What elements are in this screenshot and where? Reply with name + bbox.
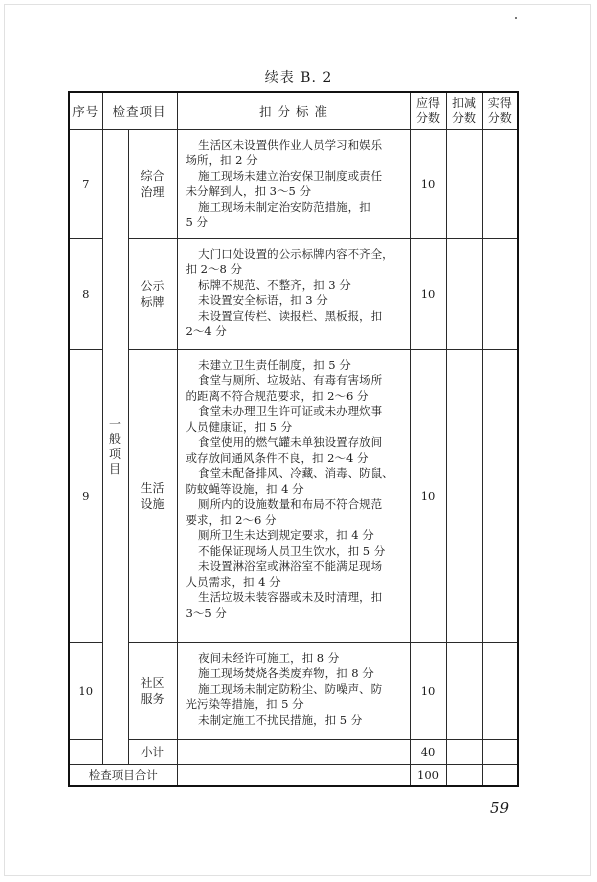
group-char: 般 bbox=[108, 431, 121, 446]
subtotal-label: 小计 bbox=[128, 739, 177, 764]
subtotal-criteria bbox=[177, 739, 410, 764]
page-number: 59 bbox=[490, 799, 510, 817]
group-label bbox=[102, 129, 128, 764]
subtotal-no bbox=[69, 739, 102, 764]
row-no: 9 bbox=[69, 349, 102, 642]
row-deduct-score bbox=[446, 349, 482, 642]
row-deduct-score bbox=[446, 238, 482, 349]
total-deduct bbox=[446, 764, 482, 786]
header-due-score: 应得 分数 bbox=[410, 92, 446, 129]
row-no: 10 bbox=[69, 642, 102, 739]
row-item-name: 社区 服务 bbox=[128, 642, 177, 739]
row-deduct-score bbox=[446, 129, 482, 238]
table-title: 续表 B. 2 bbox=[264, 70, 333, 86]
row-item-name: 综合 治理 bbox=[128, 129, 177, 238]
header-actual-score: 实得 分数 bbox=[482, 92, 518, 129]
table-row bbox=[69, 129, 518, 238]
row-due-score: 10 bbox=[410, 238, 446, 349]
header-criteria: 扣 分 标 准 bbox=[177, 92, 410, 129]
row-criteria: 夜间未经许可施工，扣 8 分 施工现场焚烧各类废弃物，扣 8 分 施工现场未制定防粉尘、防噪声、防 光污染等措施，扣 5 分 未制定施工不扰民措施，扣 5 分 bbox=[177, 642, 410, 739]
subtotal-score: 40 bbox=[410, 739, 446, 764]
total-label: 检查项目合计 bbox=[69, 764, 177, 786]
row-actual-score bbox=[482, 238, 518, 349]
table-row bbox=[69, 642, 518, 739]
row-due-score: 10 bbox=[410, 642, 446, 739]
row-criteria: 生活区未设置供作业人员学习和娱乐 场所，扣 2 分 施工现场未建立治安保卫制度或责任 未分解到人，扣 3～5 分 施工现场未制定治安防范措施，扣 5 分 bbox=[177, 129, 410, 238]
total-row bbox=[69, 764, 518, 786]
total-criteria bbox=[177, 764, 410, 786]
table-row bbox=[69, 349, 518, 642]
header-no: 序号 bbox=[69, 92, 102, 129]
row-criteria: 大门口处设置的公示标牌内容不齐全， 扣 2～8 分 标牌不规范、不整齐，扣 3 分 未设置安全标语，扣 3 分 未设置宣传栏、读报栏、黑板报，扣 2～4 分 bbox=[177, 238, 410, 349]
total-actual bbox=[482, 764, 518, 786]
row-item-name: 生活 设施 bbox=[128, 349, 177, 642]
table-row bbox=[69, 238, 518, 349]
row-due-score: 10 bbox=[410, 129, 446, 238]
group-char: 目 bbox=[108, 461, 121, 476]
row-actual-score bbox=[482, 349, 518, 642]
group-char: 项 bbox=[108, 446, 121, 461]
total-score: 100 bbox=[410, 764, 446, 786]
row-actual-score bbox=[482, 129, 518, 238]
row-item-name: 公示 标牌 bbox=[128, 238, 177, 349]
header-row bbox=[69, 92, 518, 129]
row-actual-score bbox=[482, 642, 518, 739]
row-deduct-score bbox=[446, 642, 482, 739]
subtotal-actual bbox=[482, 739, 518, 764]
row-no: 8 bbox=[69, 238, 102, 349]
subtotal-deduct bbox=[446, 739, 482, 764]
group-char: 一 bbox=[108, 416, 121, 431]
scan-dot bbox=[515, 17, 517, 19]
row-criteria: 未建立卫生责任制度，扣 5 分 食堂与厕所、垃圾站、有毒有害场所 的距离不符合规范要求，扣 2～6 分 食堂未办理卫生许可证或未办理炊事 人员健康证，扣 5 分 食堂使用的燃气罐未单独设置存放间 或存放间通风条件不良，扣 2～4 分 食堂未配备排风、冷藏、消毒、防鼠、 防蚊蝇等设施，扣 4 分 厕所内的设施数量和布局不符合规范 要求，扣 2～6 分 厕所卫生未达到规定要求，扣 4 分 不能保证现场人员卫生饮水，扣 5 分 未设置淋浴室或淋浴室不能满足现场 人员需求，扣 4 分 生活垃圾未装容器或未及时清理，扣 3～5 分 bbox=[177, 349, 410, 642]
header-deduct-score: 扣减 分数 bbox=[446, 92, 482, 129]
header-item: 检查项目 bbox=[102, 92, 177, 129]
subtotal-row bbox=[69, 739, 518, 764]
inspection-table bbox=[68, 91, 519, 787]
row-no: 7 bbox=[69, 129, 102, 238]
row-due-score: 10 bbox=[410, 349, 446, 642]
